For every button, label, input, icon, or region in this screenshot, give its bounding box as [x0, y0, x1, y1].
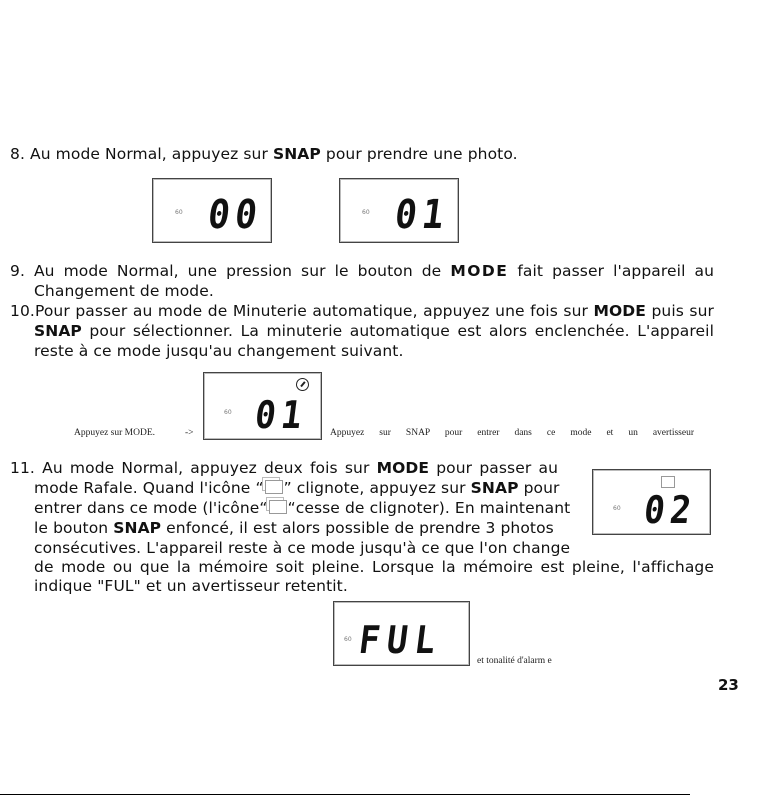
- burst-icon: [265, 480, 283, 494]
- lcd-label: 60: [344, 636, 352, 643]
- item-11-line-1: 11. Au mode Normal, appuyez deux fois sur MODE pour passer au: [10, 459, 558, 477]
- caption-alarm: et tonalité d'alarm e: [477, 656, 552, 666]
- lcd-display-timer: [203, 372, 322, 440]
- item-9-line-2: Changement de mode.: [34, 282, 214, 300]
- lcd-digits: 01: [252, 393, 310, 437]
- item-11-line-2: mode Rafale. Quand l'icône “ ” clignote, appuyez sur SNAP pour: [34, 479, 560, 497]
- lcd-digits: 02: [641, 488, 699, 532]
- caption-press-mode: Appuyez sur MODE.: [74, 428, 156, 438]
- lcd-label: 60: [224, 409, 232, 416]
- item-10-line-3: reste à ce mode jusqu'au changement suivant.: [34, 342, 404, 360]
- burst-icon: [269, 500, 287, 514]
- lcd-digits: 00: [205, 192, 266, 238]
- item-11-line-3: entrer dans ce mode (l'icône“ “cesse de clignoter). En maintenant: [34, 499, 571, 517]
- footer-rule: [0, 794, 690, 795]
- caption-arrow: ->: [185, 428, 194, 438]
- lcd-label: 60: [613, 505, 621, 512]
- item-11-line-7: indique "FUL" et un avertisseur retentit.: [34, 577, 348, 595]
- lcd-display-01: [339, 178, 459, 243]
- burst-icon: [661, 476, 675, 488]
- page-number: 23: [718, 676, 739, 694]
- item-11-line-5: consécutives. L'appareil reste à ce mode jusqu'à ce que l'on change: [34, 539, 571, 557]
- lcd-label: 60: [362, 209, 370, 216]
- lcd-digits: FUL: [356, 618, 446, 662]
- lcd-display-00: [152, 178, 272, 243]
- item-9-line-1: 9. Au mode Normal, une pression sur le bouton de MODE fait passer l'appareil au: [10, 262, 714, 280]
- item-11-line-6: de mode ou que la mémoire soit pleine. Lorsque la mémoire est pleine, l'affichage: [34, 558, 714, 576]
- lcd-label: 60: [175, 209, 183, 216]
- lcd-digits: 01: [392, 192, 453, 238]
- item-10-line-1: 10.Pour passer au mode de Minuterie automatique, appuyez une fois sur MODE puis sur: [10, 302, 714, 320]
- lcd-display-02: [592, 469, 711, 535]
- caption-press-snap: Appuyez sur SNAP pour entrer dans ce mode et un avertisseur: [330, 428, 694, 438]
- item-10-line-2: SNAP pour sélectionner. La minuterie automatique est alors enclenchée. L'appareil: [34, 322, 714, 340]
- item-8: 8. Au mode Normal, appuyez sur SNAP pour prendre une photo.: [10, 145, 518, 163]
- item-11-line-4: le bouton SNAP enfoncé, il est alors possible de prendre 3 photos: [34, 519, 554, 537]
- lcd-display-ful: [333, 601, 470, 666]
